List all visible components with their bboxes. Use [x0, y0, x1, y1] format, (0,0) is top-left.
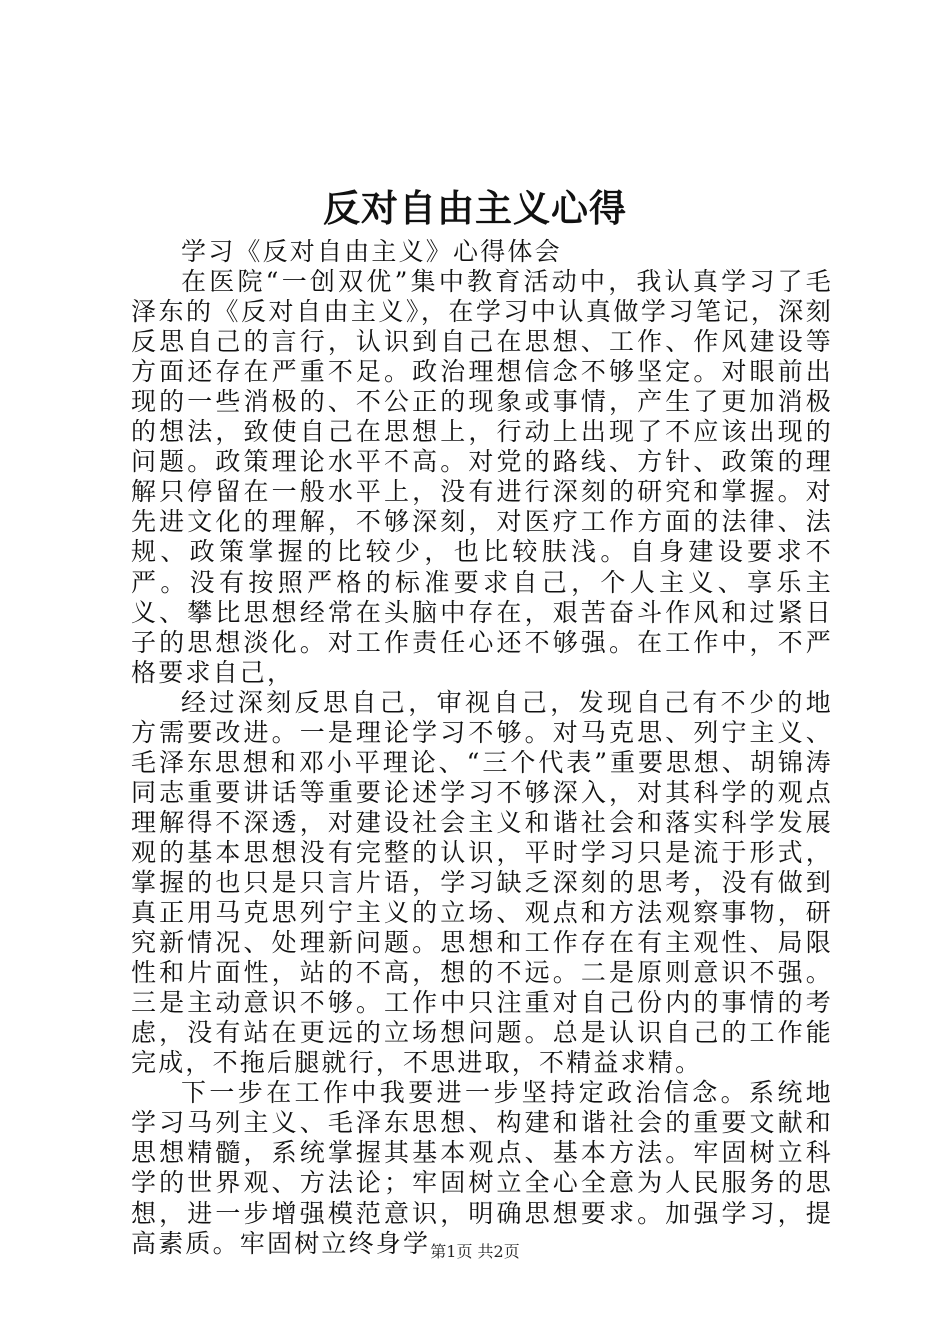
page-number-footer: 第1页 共2页 [430, 1242, 520, 1261]
document-body [131, 237, 833, 1259]
body-paragraph-3: 下一步在工作中我要进一步坚持定政治信念。系统地学习马列主义、毛泽东思想、构建和谐社会的重要文献和思想精髓，系统掌握其基本观点、基本方法。牢固树立科学的世界观、方法论；牢固树立全心全意为人民服务的思想，进一步增强模范意识，明确思想要求。加强学习，提高素质。牢固树立终身学 [131, 1078, 833, 1258]
body-paragraph-2: 经过深刻反思自己，审视自己，发现自己有不少的地方需要改进。一是理论学习不够。对马克思、列宁主义、毛泽东思想和邓小平理论、“三个代表”重要思想、胡锦涛同志重要讲话等重要论述学习不够深入，对其科学的观点理解得不深透，对建设社会主义和谐社会和落实科学发展观的基本思想没有完整的认识，平时学习只是流于形式，掌握的也只是只言片语，学习缺乏深刻的思考，没有做到真正用马克思列宁主义的立场、观点和方法观察事物，研究新情况、处理新问题。思想和工作存在有主观性、局限性和片面性，站的不高，想的不远。二是原则意识不强。三是主动意识不够。工作中只注重对自己份内的事情的考虑，没有站在更远的立场想问题。总是认识自己的工作能完成，不拖后腿就行，不思进取，不精益求精。 [131, 687, 833, 1078]
subtitle-paragraph: 学习《反对自由主义》心得体会 [181, 237, 562, 266]
document-title: 反对自由主义心得 [323, 186, 627, 230]
body-paragraph-1: 在医院“一创双优”集中教育活动中，我认真学习了毛泽东的《反对自由主义》，在学习中认真做学习笔记，深刻反思自己的言行，认识到自己在思想、工作、作风建设等方面还存在严重不足。政治理想信念不够坚定。对眼前出现的一些消极的、不公正的现象或事情，产生了更加消极的想法，致使自己在思想上，行动上出现了不应该出现的问题。政策理论水平不高。对党的路线、方针、政策的理解只停留在一般水平上，没有进行深刻的研究和掌握。对先进文化的理解，不够深刻，对医疗工作方面的法律、法规、政策掌握的比较少，也比较肤浅。自身建设要求不严。没有按照严格的标准要求自己，个人主义、享乐主义、攀比思想经常在头脑中存在，艰苦奋斗作风和过紧日子的思想淡化。对工作责任心还不够强。在工作中，不严格要求自己， [131, 267, 833, 687]
